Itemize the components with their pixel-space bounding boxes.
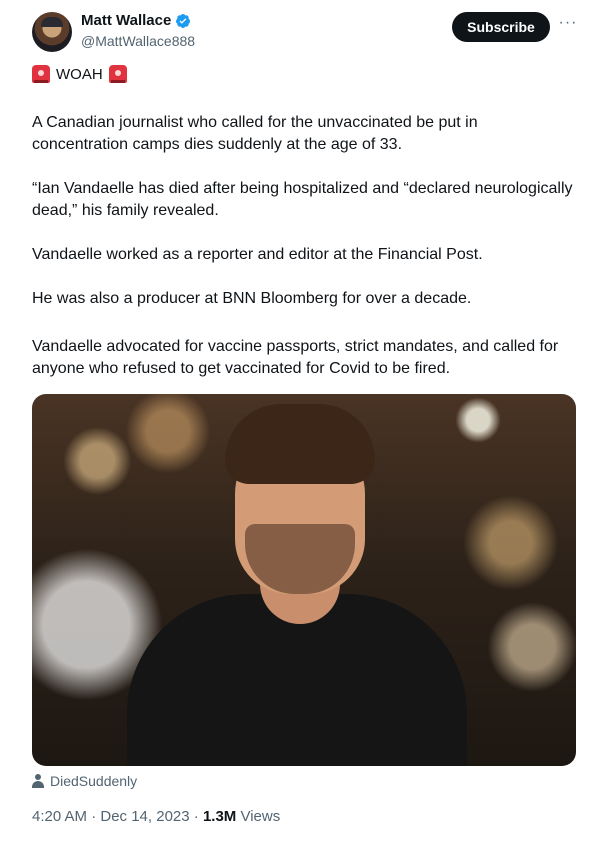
author-name-row: [81, 12, 191, 29]
post-paragraph: A Canadian journalist who called for the unvaccinated be put in concentration camps dies suddenly at the age of 33.: [32, 114, 478, 153]
verified-badge-icon: [175, 13, 191, 29]
views-count: 1.3M: [202, 808, 237, 825]
media-tag-label[interactable]: DiedSuddenly: [50, 773, 138, 789]
photo-hair: [225, 404, 375, 484]
author-avatar[interactable]: [32, 12, 72, 52]
person-icon: [32, 774, 44, 788]
media-tag-row[interactable]: [32, 773, 137, 789]
post-paragraph: He was also a producer at BNN Bloomberg for over a decade.: [32, 290, 472, 307]
author-display-name[interactable]: Matt Wallace: [81, 12, 172, 29]
police-light-icon: [32, 65, 50, 83]
author-handle[interactable]: @MattWallace888: [81, 33, 196, 49]
police-light-icon: [109, 65, 127, 83]
post-headline: WOAH: [56, 65, 103, 83]
post-meta: [32, 808, 280, 825]
post-paragraph: Vandaelle worked as a reporter and editor at the Financial Post.: [32, 246, 483, 263]
post-timestamp[interactable]: 4:20 AM · Dec 14, 2023 ·: [32, 808, 203, 825]
more-options-icon[interactable]: ···: [558, 14, 578, 31]
post-paragraph: Vandaelle advocated for vaccine passports, strict mandates, and called for anyone who refused to get vaccinated for Covid to be fired.: [32, 338, 559, 377]
post-headline-row: [32, 65, 127, 83]
views-label: Views: [236, 808, 281, 825]
subscribe-button[interactable]: Subscribe: [452, 12, 550, 42]
post-photo[interactable]: [32, 394, 576, 766]
post-paragraph: “Ian Vandaelle has died after being hospitalized and “declared neurologically dead,” his family revealed.: [32, 180, 573, 219]
